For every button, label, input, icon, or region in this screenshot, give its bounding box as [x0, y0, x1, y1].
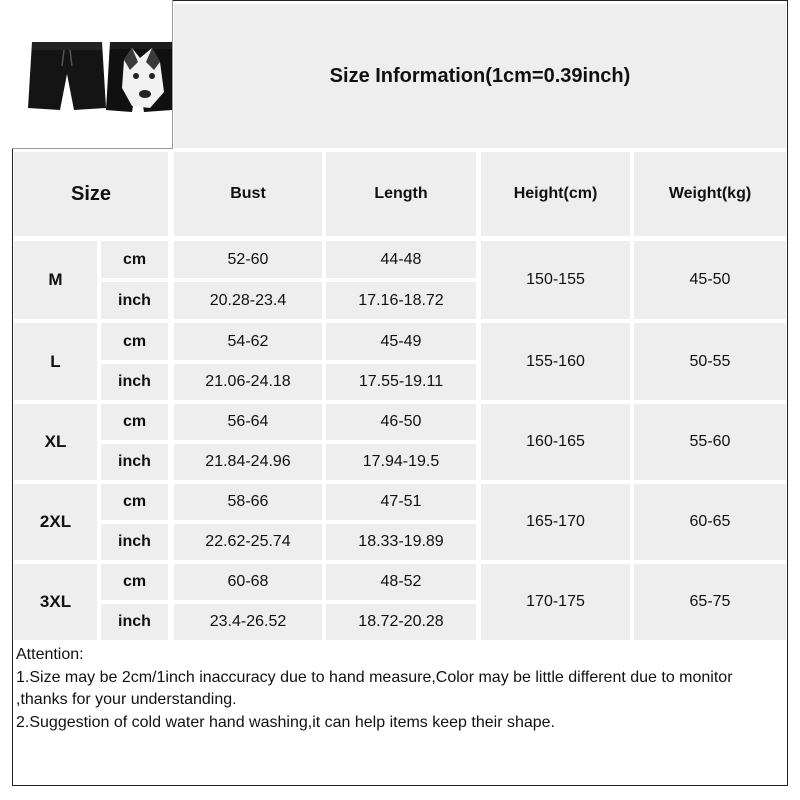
size-label-3xl: 3XL — [14, 564, 97, 640]
height-value: 160-165 — [481, 404, 630, 480]
weight-value: 60-65 — [634, 484, 786, 560]
bust-cm: 52-60 — [174, 241, 322, 278]
unit-cm: cm — [101, 323, 168, 360]
length-cm: 46-50 — [326, 404, 476, 440]
weight-value: 55-60 — [634, 404, 786, 480]
height-value: 155-160 — [481, 323, 630, 400]
length-cm: 45-49 — [326, 323, 476, 360]
husky-shorts-image — [106, 42, 172, 112]
product-images — [12, 0, 173, 149]
unit-inch: inch — [101, 524, 168, 560]
size-label-2xl: 2XL — [14, 484, 97, 560]
size-label-m: M — [14, 241, 97, 319]
black-shorts-image — [28, 42, 106, 110]
unit-inch: inch — [101, 444, 168, 480]
length-inch: 17.55-19.11 — [326, 364, 476, 400]
length-inch: 18.33-19.89 — [326, 524, 476, 560]
bust-cm: 56-64 — [174, 404, 322, 440]
unit-inch: inch — [101, 282, 168, 319]
weight-value: 45-50 — [634, 241, 786, 319]
length-inch: 17.16-18.72 — [326, 282, 476, 319]
size-label-l: L — [14, 323, 97, 400]
bust-inch: 23.4-26.52 — [174, 604, 322, 640]
weight-value: 65-75 — [634, 564, 786, 640]
header-height: Height(cm) — [481, 152, 630, 236]
bust-cm: 54-62 — [174, 323, 322, 360]
unit-cm: cm — [101, 564, 168, 600]
unit-cm: cm — [101, 404, 168, 440]
size-label-xl: XL — [14, 404, 97, 480]
length-cm: 48-52 — [326, 564, 476, 600]
height-value: 170-175 — [481, 564, 630, 640]
height-value: 165-170 — [481, 484, 630, 560]
header-size: Size — [14, 152, 168, 236]
bust-inch: 22.62-25.74 — [174, 524, 322, 560]
height-value: 150-155 — [481, 241, 630, 319]
unit-cm: cm — [101, 484, 168, 520]
header-bust: Bust — [174, 152, 322, 236]
shorts-images — [12, 0, 172, 148]
length-cm: 47-51 — [326, 484, 476, 520]
unit-inch: inch — [101, 604, 168, 640]
page-title: Size Information(1cm=0.39inch) — [174, 4, 786, 148]
bust-inch: 21.84-24.96 — [174, 444, 322, 480]
length-inch: 18.72-20.28 — [326, 604, 476, 640]
note-line-1: 1.Size may be 2cm/1inch inaccuracy due to hand measure,Color may be little different due to monitor ,thanks for your understanding. — [16, 668, 733, 708]
bust-cm: 60-68 — [174, 564, 322, 600]
bust-inch: 21.06-24.18 — [174, 364, 322, 400]
length-inch: 17.94-19.5 — [326, 444, 476, 480]
bust-cm: 58-66 — [174, 484, 322, 520]
unit-inch: inch — [101, 364, 168, 400]
header-weight: Weight(kg) — [634, 152, 786, 236]
weight-value: 50-55 — [634, 323, 786, 400]
length-cm: 44-48 — [326, 241, 476, 278]
unit-cm: cm — [101, 241, 168, 278]
header-length: Length — [326, 152, 476, 236]
note-line-2: 2.Suggestion of cold water hand washing,it can help items keep their shape. — [16, 713, 555, 731]
bust-inch: 20.28-23.4 — [174, 282, 322, 319]
attention-notes — [16, 644, 786, 734]
notes-heading: Attention: — [16, 646, 84, 663]
